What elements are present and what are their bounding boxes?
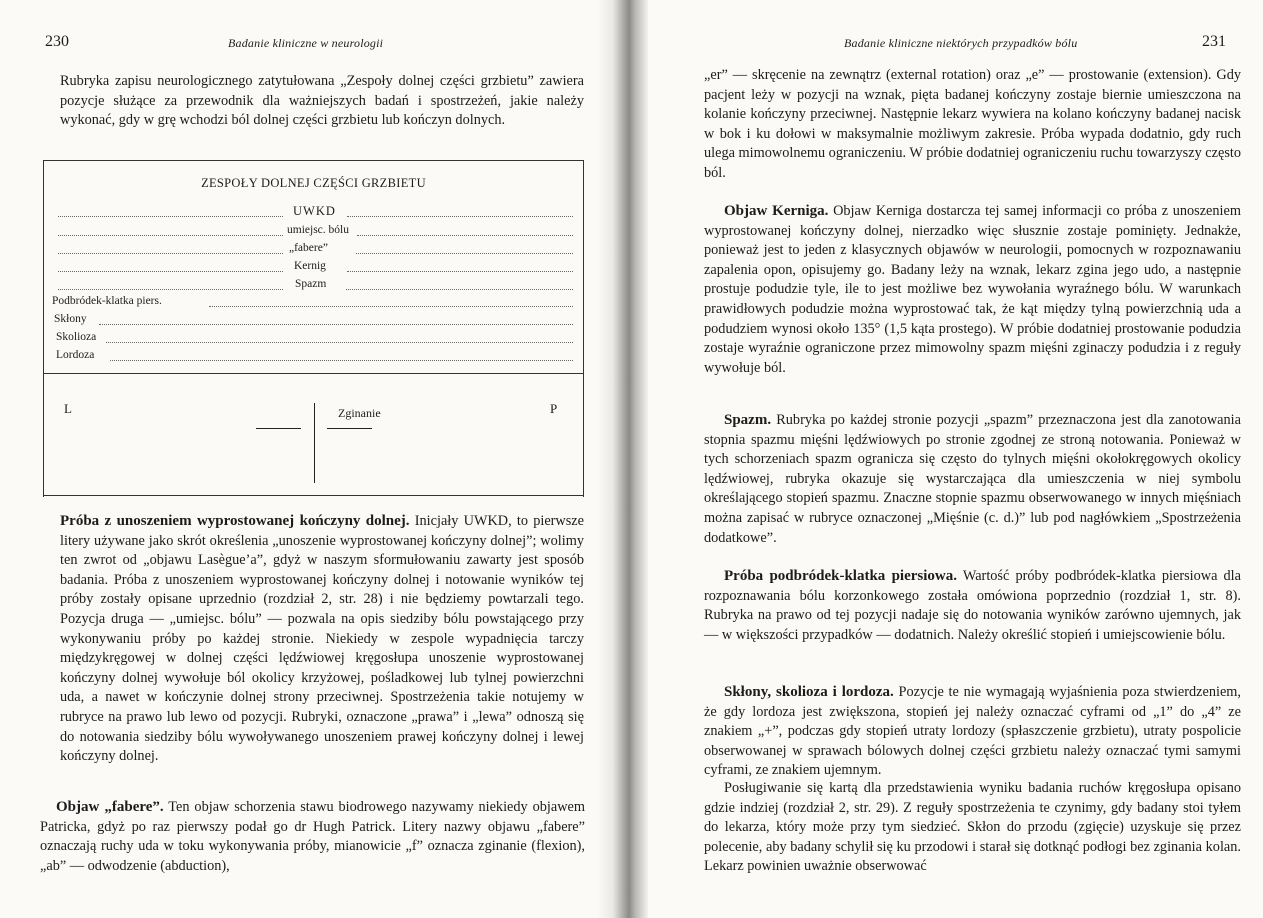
text-fabere: Ten objaw schorzenia stawu biodrowego nazywamy niekiedy objawem Patricka, gdyż po raz pierwszy podał go dr Hugh Patrick. Litery nazwy objawu „fabere” oznaczają ruchy uda w toku wykonywania próby, mianowicie „f” oznacza zginanie (flexion), „ab” — odwodzenie (abduction), [40,799,585,874]
right-page [648,0,1263,918]
form-dotted-line [58,253,283,254]
form-dotted-line [110,360,573,361]
form-row-uwkd: UWKD [293,204,336,218]
form-row-bends: Skłony [54,313,87,325]
heading-spasm: Spazm. [724,412,772,428]
form-row-spasm: Spazm [295,278,327,290]
form-dotted-line [58,216,283,217]
heading-chin-chest: Próba podbródek-klatka piersiowa. [724,568,958,584]
chart-vertical-axis [314,403,315,483]
form-low-back-syndromes [43,160,584,497]
paragraph-straight-leg-raise [60,512,584,767]
form-dotted-line [346,289,573,290]
text-fabere-continued: „er” — skręcenie na zewnątrz (external rotation) oraz „e” — prostowanie (extension). Gdy pacjent leży w pozycji na wznak, pięta badanej kończyny zostaje biernie umieszczona na kolanie kończyny przeciwnej. Następnie lekarz wywiera na kolano kończyny badanej nacisk w bok i ku dołowi w maksymalnie możliwym zakresie. Próba wypada dodatnio, gdy ruch ulega mimowolnemu ograniczeniu. W próbie dodatniej ograniczeniu ruchu towarzyszy często ból. [704,67,1242,181]
paragraph-chin-chest [704,567,1241,645]
form-row-chin-chest: Podbródek-klatka piers. [52,295,162,307]
intro-text: Rubryka zapisu neurologicznego zatytułowana „Zespoły dolnej części grzbietu” zawiera pozycje służące za przewodnik dla ważniejszych badań i spostrzeżeń, jakie należy wykonać, gdy w grę wchodzi ból dolnej części grzbietu lub kończyn dolnych. [60,73,584,129]
text-chin-chest: Wartość próby podbródek-klatka piersiowa dla rozpoznawania bólu korzonkowego została omówiona poprzednio (rozdział 1, str. 8). Rubryka na prawo od tej pozycji nadaje się do notowania wyników zarówno ujemnych, jak — w większości przypadków — dodatnich. Należy określić stopień i umiejscowienie bólu. [704,568,1242,643]
form-row-pain-location: umiejsc. bólu [287,224,349,236]
heading-bends-scoliosis-lordosis: Skłony, skolioza i lordoza. [724,684,894,700]
running-head-right: Badanie kliniczne niektórych przypadków bólu [844,36,1078,50]
book-gutter [598,0,648,918]
page-number-right: 231 [1202,33,1226,50]
paragraph-spasm [704,411,1241,548]
text-kernig: Objaw Kerniga dostarcza tej samej informacji co próba z unoszeniem wyprostowanej kończyny dolnej, nierzadko więc słusznie zostaje pominięty. Jednakże, ponieważ jest to jeden z klasycznych objawów w neurologii, pomocnych w rozpoznawaniu zapalenia opon, opisujemy go. Badany leży na wznak, lekarz zgina jego udo, a następnie prostuje podudzie tyle, ile to jest możliwe bez wywołania wyraźnego bólu. W warunkach prawidłowych podudzie można wyprostować tak, że kąt między tylną powierzchnią uda a podudziem wynosi około 135° (1,5 kąta prostego). W próbie dodatniej prostowanie podudzia zostaje wyraźnie ograniczone przez mimowolny spazm mięśni zginaczy podudzia i z reguły wywołuje ból. [704,203,1241,376]
form-row-lordosis: Lordoza [56,349,95,361]
form-dotted-line [58,235,283,236]
form-dotted-line [357,235,573,236]
form-dotted-line [106,342,573,343]
text-spine-chart: Posługiwanie się kartą dla przedstawienia wyniku badania ruchów kręgosłupa opisano gdzie indziej (rozdział 2, str. 29). Z reguły spostrzeżenia te czynimy, gdy badany stoi tyłem do lekarza, który może przy tym siedzieć. Skłon do przodu (zgięcie) uzyskuje się przez polecenie, aby badany schylił się ku przodowi i starał się dotknąć podłogi bez zginania kolan. Lekarz powinien uważnie obserwować [704,780,1241,875]
chart-label-right: P [550,401,558,416]
chart-label-flexion: Zginanie [338,406,381,420]
form-dotted-line [58,271,283,272]
text-bends-scoliosis-lordosis: Pozycje te nie wymagają wyjaśnienia poza stwierdzeniem, że gdy lordoza jest zwiększona, stopień jej należy oznaczać cyframi od „1” do „4” ze znakiem „+”, podczas gdy stopień utraty lordozy (spłaszczenie grzbietu), utraty pospolicie obserwowanej w sprawach bólowych dolnej części grzbietu należy oznaczać tymi samymi cyframi, ze znakiem ujemnym. [704,684,1241,779]
heading-straight-leg-raise: Próba z unoszeniem wyprostowanej kończyny dolnej. [60,513,410,529]
left-page [0,0,600,918]
form-dotted-line [347,271,573,272]
paragraph-kernig [704,202,1241,378]
form-divider [44,373,583,374]
form-row-scoliosis: Skolioza [56,331,97,343]
form-title: ZESPOŁY DOLNEJ CZĘŚCI GRZBIETU [201,176,426,190]
form-dotted-line [58,289,283,290]
form-dotted-line [99,324,573,325]
form-dotted-line [356,253,573,254]
paragraph-fabere-continued [704,66,1241,184]
paragraph-bends-scoliosis-lordosis [704,683,1241,781]
heading-kernig: Objaw Kerniga. [724,203,829,219]
text-straight-leg-raise: Inicjały UWKD, to pierwsze litery używane jako skrót określenia „unoszenie wyprostowanej kończyny dolnej”; wolimy ten zwrot od „objawu Lasègue’a”, gdyż w naszym sformułowaniu zawarty jest sposób badania. Próba z unoszeniem wyprostowanej kończyny dolnej i notowanie wyników tej próby zostały opisane uprzednio (rozdział 2, str. 28) i nie będziemy powtarzali tego. Pozycja druga — „umiejsc. bólu” — pozwala na opis siedziby bólu powstającego przy wykonywaniu próby po każdej stronie. Niekiedy w zespole wypadnięcia tarczy międzykręgowej w dolnej części lędźwiowej kręgosłupa unoszenie wyprostowanej kończyny dolnej wywołuje ból okolicy krzyżowej, pośladkowej lub tylnej powierzchni uda, a nawet w kończynie dolnej strony przeciwnej. Spostrzeżenia takie notujemy w rubryce na prawo lub lewo od pozycji. Rubryki, oznaczone „prawa” i „lewa” odnoszą się do notowania siedziby bólu wywoływanego unoszeniem prawej kończyny dolnej i lewej kończyny dolnej. [60,513,585,765]
chart-right-arm [327,428,372,429]
form-row-kernig: Kernig [294,260,326,272]
chart-left-arm [256,428,301,429]
form-dotted-line [209,306,573,307]
heading-fabere: Objaw „fabere”. [56,799,164,815]
page-number-left: 230 [45,33,69,50]
intro-paragraph [60,72,584,131]
running-head-left: Badanie kliniczne w neurologii [228,36,384,50]
paragraph-fabere [40,798,585,876]
form-bottom-border [43,495,584,496]
chart-label-left: L [64,401,72,416]
text-spasm: Rubryka po każdej stronie pozycji „spazm” przeznaczona jest dla zanotowania stopnia spazmu mięśni lędźwiowych po stronie zgodnej ze stroną notowania. Ponieważ w tych schorzeniach spazm ogranicza się często do tylnych mięśni okołokręgowych okolicy lędźwiowej, rubryka okazuje się wystarczająca dla umieszczenia w niej symbolu określającego stopień spazmu. Znaczne stopnie spazmu obserwowanego w innych mięśniach można zapisać w rubryce oznaczonej „Mięśnie (c. d.)” lub pod nagłówkiem „Spostrzeżenia dodatkowe”. [704,412,1241,546]
paragraph-spine-chart [704,779,1241,877]
form-dotted-line [347,216,573,217]
form-row-fabere: „fabere” [289,242,328,254]
